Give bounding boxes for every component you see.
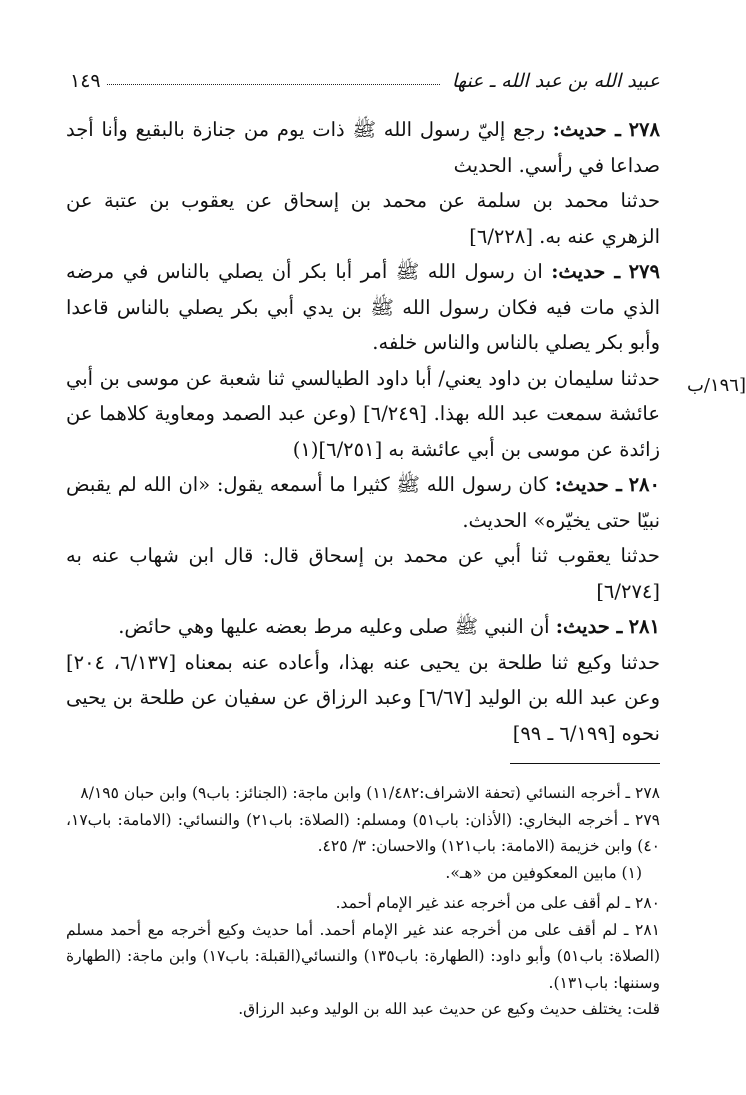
footnote-279: ٢٧٩ ـ أخرجه البخاري: (الأذان: باب٥١) ومسلم: (الصلاة: باب٢١) والنسائي: (الامامة: باب١٧، ٤٠) وابن خزيمة (الامامة: باب١٢١) والاحسان: ٣/ ٤٢٥. xyxy=(66,810,660,855)
hadith-number: ٢٨٠ xyxy=(628,473,660,496)
isnad-279: حدثنا سليمان بن داود يعني/ أبا داود الطيالسي ثنا شعبة عن موسى بن أبي عائشة سمعت عبد الله بهذا. [٦/٢٤٩] (وعن عبد الصمد ومعاوية كلاهما عن زائدة عن موسى بن أبي عائشة به [٦/٢٥١](١) xyxy=(66,366,660,461)
footnotes xyxy=(66,780,660,1023)
footnote-remark: قلت: يختلف حديث وكيع عن حديث عبد الله بن الوليد وعبد الرزاق. xyxy=(238,1000,660,1018)
running-head-title: عبيد الله بن عبد الله ـ عنها xyxy=(451,70,660,92)
footnote-281: ٢٨١ ـ لم أقف على من أخرجه عند غير الإمام أحمد. أما حديث وكيع أخرجه مع أحمد مسلم (الصلاة: باب٥١) وأبو داود: (الطهارة: باب١٣٥) والنسائي(القبلة: باب١٧) وابن ماجة: (الطهارة وسننها: باب١٣١). xyxy=(66,920,661,992)
hadith-entry-278 xyxy=(66,112,660,183)
hadith-entry-281 xyxy=(66,609,660,645)
hadith-label: ـ حديث: xyxy=(551,260,621,283)
hadith-text: كان رسول الله ﷺ كثيرا ما أسمعه يقول: «ان الله لم يقبض نبيّا حتى يخيّره» الحديث. xyxy=(66,473,660,532)
hadith-entry-279 xyxy=(66,254,660,361)
footnote-marker-1: (١) مابين المعكوفين من «هـ». xyxy=(445,863,642,882)
manuscript-folio-note: [١٩٦/ب xyxy=(686,375,746,396)
hadith-text: أن النبي ﷺ صلى وعليه مرط بعضه عليها وهي حائض. xyxy=(118,615,550,638)
footnote-separator xyxy=(510,763,660,764)
hadith-label: ـ حديث: xyxy=(552,118,621,141)
page-number: ١٤٩ xyxy=(70,70,101,92)
footnote-278: ٢٧٨ ـ أخرجه النسائي (تحفة الاشراف:١١/٤٨٢) وابن ماجة: (الجنائز: باب٩) وابن حبان ٨/١٩٥ xyxy=(80,784,660,802)
running-head-leader xyxy=(107,84,440,85)
hadith-entry-280 xyxy=(66,467,660,538)
isnad-281: حدثنا وكيع ثنا طلحة بن يحيى عنه بهذا، وأعاده عنه بمعناه [٦/١٣٧، ٢٠٤] وعن عبد الله بن الوليد [٦/٦٧] وعبد الرزاق عن سفيان عن طلحة بن يحيى نحوه [٦/١٩٩ ـ ٩٩] xyxy=(66,650,660,745)
hadith-label: ـ حديث: xyxy=(555,615,623,638)
hadith-number: ٢٧٩ xyxy=(628,260,660,283)
hadith-label: ـ حديث: xyxy=(554,473,622,496)
footnote-280: ٢٨٠ ـ لم أقف على من أخرجه عند غير الإمام أحمد. xyxy=(335,894,660,912)
hadith-number: ٢٧٨ xyxy=(628,118,660,141)
hadith-text: ان رسول الله ﷺ أمر أبا بكر أن يصلي بالناس في مرضه الذي مات فيه فكان رسول الله ﷺ بن يدي أبي بكر يصلي بالناس قاعدا وأبو بكر يصلي بالناس والناس خلفه. xyxy=(66,260,660,354)
isnad-280: حدثنا يعقوب ثنا أبي عن محمد بن إسحاق قال: قال ابن شهاب عنه به [٦/٢٧٤] xyxy=(66,544,660,603)
isnad-278: حدثنا محمد بن سلمة عن محمد بن إسحاق عن يعقوب بن عتبة عن الزهري عنه به. [٦/٢٢٨] xyxy=(66,189,660,248)
main-text xyxy=(66,112,660,751)
running-head xyxy=(70,58,660,92)
hadith-number: ٢٨١ xyxy=(628,615,660,638)
hadith-text: رجع إليّ رسول الله ﷺ ذات يوم من جنازة بالبقيع وأنا أجد صداعا في رأسي. الحديث xyxy=(66,118,660,177)
